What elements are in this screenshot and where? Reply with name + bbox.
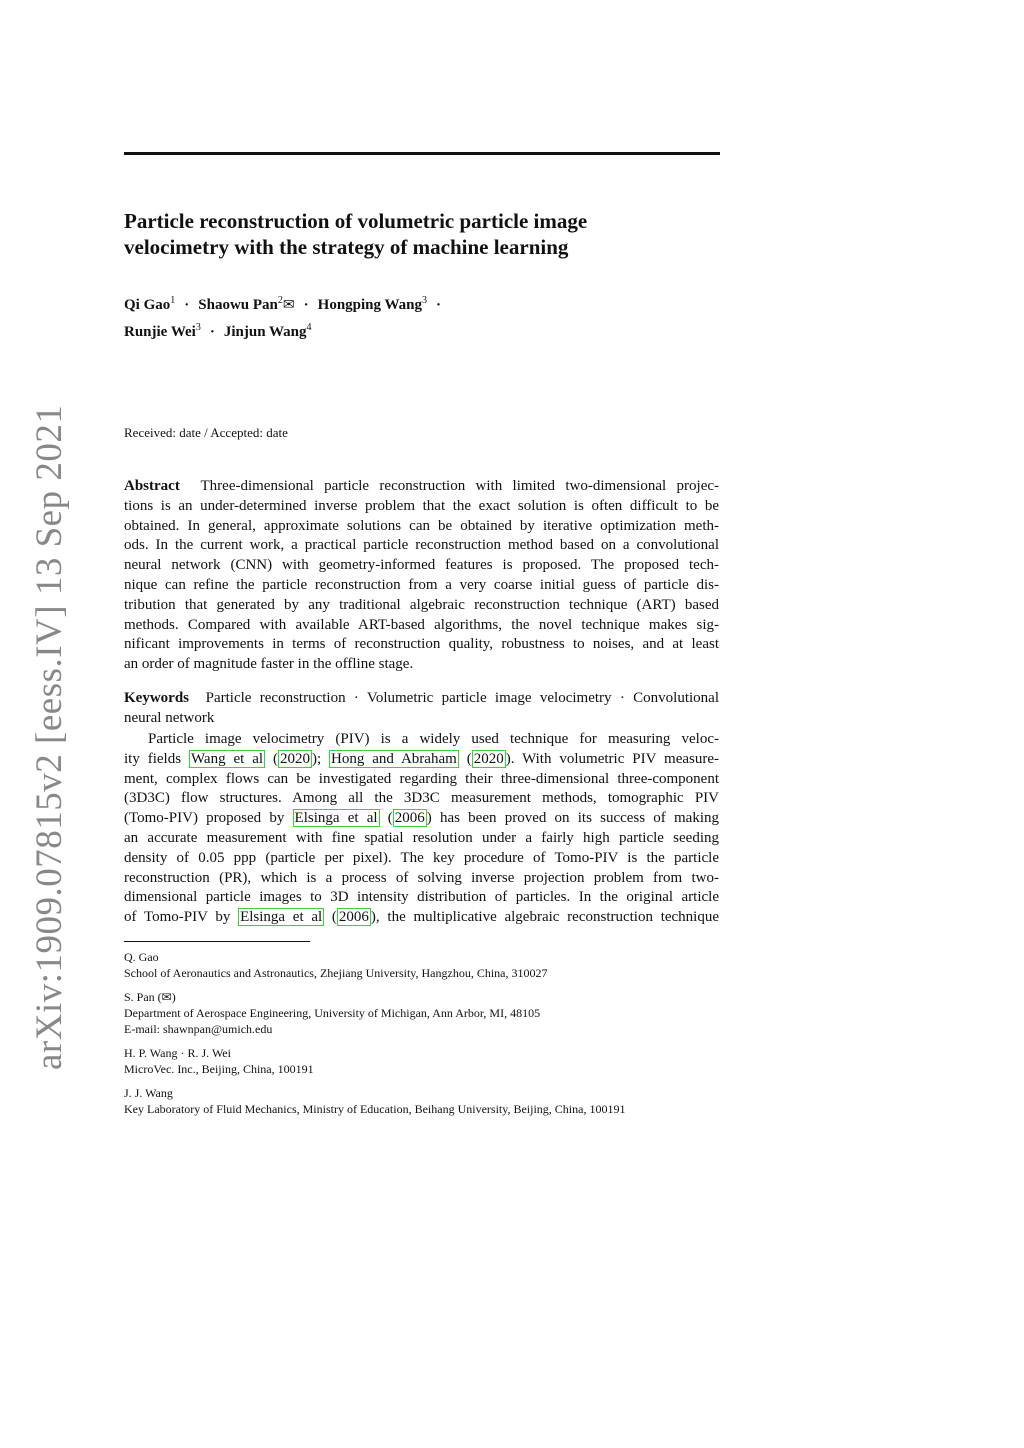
abstract-label: Abstract xyxy=(124,478,180,494)
author-jinjun-wang-affil: 4 xyxy=(306,322,312,333)
affiliation-address: MicroVec. Inc., Beijing, China, 100191 xyxy=(124,1062,314,1076)
abstract-line: methods. Compared with available ART-based algorithms, the novel technique makes sig- xyxy=(124,616,719,633)
citation-year-2006[interactable]: 2006 xyxy=(338,909,369,926)
body-line: of Tomo-PIV by Elsinga et al ( 2006 ), the multiplicative algebraic reconstruction technique xyxy=(124,909,720,926)
abstract-line: neural network (CNN) with geometry-informed features is proposed. The proposed tech- xyxy=(124,557,719,574)
affiliation-gao xyxy=(124,949,724,981)
introduction-paragraph xyxy=(124,730,719,928)
received-date: Received: date / Accepted: date xyxy=(124,425,288,440)
author-separator: · xyxy=(436,297,442,313)
affiliation-jj-wang xyxy=(124,1085,724,1117)
abstract-line: nique can refine the particle reconstruction from a very coarse initial guess of particle dis- xyxy=(124,576,719,593)
abstract-line: tions is an under-determined inverse problem that the exact solution is often difficult to be xyxy=(124,497,719,514)
author-gao-affil: 1 xyxy=(170,295,176,306)
author-separator: · xyxy=(209,324,215,340)
citation-wang-et-al[interactable]: Wang et al xyxy=(190,750,264,767)
body-line: (3D3C) flow structures. Among all the 3D3C measurement methods, tomographic PIV xyxy=(124,790,719,807)
author-pan-affil: 2 xyxy=(277,295,283,306)
body-line: reconstruction (PR), which is a process of solving inverse projection problem from two- xyxy=(124,869,719,886)
citation-elsinga-et-al[interactable]: Elsinga et al xyxy=(294,810,378,827)
keywords-line: Keywords Particle reconstruction · Volumetric particle image velocimetry · Convolutional xyxy=(124,690,719,706)
body-line: an accurate measurement with fine spatial resolution under a fairly high particle seeding xyxy=(124,829,719,846)
author-hongping-wang-affil: 3 xyxy=(422,295,428,306)
abstract-line: nificant improvements in terms of reconstruction quality, robustness to noises, and at least xyxy=(124,636,719,653)
author-list xyxy=(124,290,724,343)
body-line: Particle image velocimetry (PIV) is a widely used technique for measuring veloc- xyxy=(148,731,719,747)
body-line: density of 0.05 ppp (particle per pixel). The key procedure of Tomo-PIV is the particle xyxy=(124,849,719,866)
body-line: ity fields Wang et al ( 2020 ); Hong and Abraham ( 2020 ). With volumetric PIV measure- xyxy=(124,750,720,767)
author-jinjun-wang: Jinjun Wang xyxy=(223,324,307,340)
body-line: ment, complex flows can be investigated regarding their three-dimensional three-component xyxy=(124,770,719,787)
top-rule xyxy=(124,152,720,155)
paper-title xyxy=(124,208,724,260)
affiliation-name: Q. Gao xyxy=(124,950,159,964)
affiliation-address: Department of Aerospace Engineering, University of Michigan, Ann Arbor, MI, 48105 xyxy=(124,1006,541,1020)
affiliation-name: S. Pan (✉) xyxy=(124,990,176,1004)
body-line: dimensional particle images to 3D intensity distribution of particles. In the original article xyxy=(124,889,719,906)
author-row-1 xyxy=(124,290,724,317)
citation-elsinga-et-al[interactable]: Elsinga et al xyxy=(240,909,323,926)
author-gao: Qi Gao xyxy=(124,297,171,313)
author-separator: · xyxy=(303,297,309,313)
abstract-line: obtained. In general, approximate solutions can be obtained by iterative optimization meth- xyxy=(124,517,719,534)
author-hongping-wang: Hongping Wang xyxy=(317,297,423,313)
affiliation-name: J. J. Wang xyxy=(124,1086,173,1100)
abstract xyxy=(124,477,719,675)
abstract-line: Abstract Three-dimensional particle reconstruction with limited two-dimensional projec- xyxy=(124,478,719,494)
body-line: (Tomo-PIV) proposed by Elsinga et al ( 2006 ) has been proved on its success of making xyxy=(124,810,719,827)
title-line-1: Particle reconstruction of volumetric particle image xyxy=(124,209,588,233)
citation-year-2020[interactable]: 2020 xyxy=(279,750,310,767)
author-pan: Shaowu Pan xyxy=(198,297,278,313)
author-row-2 xyxy=(124,317,724,343)
author-affiliations xyxy=(124,949,724,1125)
keywords xyxy=(124,689,719,729)
affiliation-pan xyxy=(124,989,724,1037)
envelope-icon: ✉ xyxy=(282,298,295,313)
affiliation-address: School of Aeronautics and Astronautics, Zhejiang University, Hangzhou, China, 310027 xyxy=(124,966,548,980)
author-wei-affil: 3 xyxy=(195,322,201,333)
keywords-label: Keywords xyxy=(124,690,189,706)
keywords-line: neural network xyxy=(124,709,215,726)
citation-year-2020[interactable]: 2020 xyxy=(473,750,504,767)
citation-hong-abraham[interactable]: Hong and Abraham xyxy=(331,750,457,767)
title-line-2: velocimetry with the strategy of machine learning xyxy=(124,235,569,259)
author-wei: Runjie Wei xyxy=(124,324,196,340)
abstract-line: tribution that generated by any traditional algebraic reconstruction technique (ART) based xyxy=(124,596,719,613)
affiliation-address: Key Laboratory of Fluid Mechanics, Ministry of Education, Beihang University, Beijing, China, 100191 xyxy=(124,1102,626,1116)
abstract-line: an order of magnitude faster in the offline stage. xyxy=(124,656,414,673)
affiliation-wang-wei xyxy=(124,1045,724,1077)
arxiv-sidebar-stamp: arXiv:1909.07815v2 [eess.IV] 13 Sep 2021 xyxy=(29,404,70,1070)
author-separator: · xyxy=(184,297,190,313)
citation-year-2006[interactable]: 2006 xyxy=(394,810,425,827)
affiliation-email: E-mail: shawnpan@umich.edu xyxy=(124,1022,273,1036)
affiliation-name: H. P. Wang · R. J. Wei xyxy=(124,1046,231,1060)
abstract-line: ods. In the current work, a practical particle reconstruction method based on a convolutional xyxy=(124,537,719,554)
footnote-rule xyxy=(124,941,310,942)
